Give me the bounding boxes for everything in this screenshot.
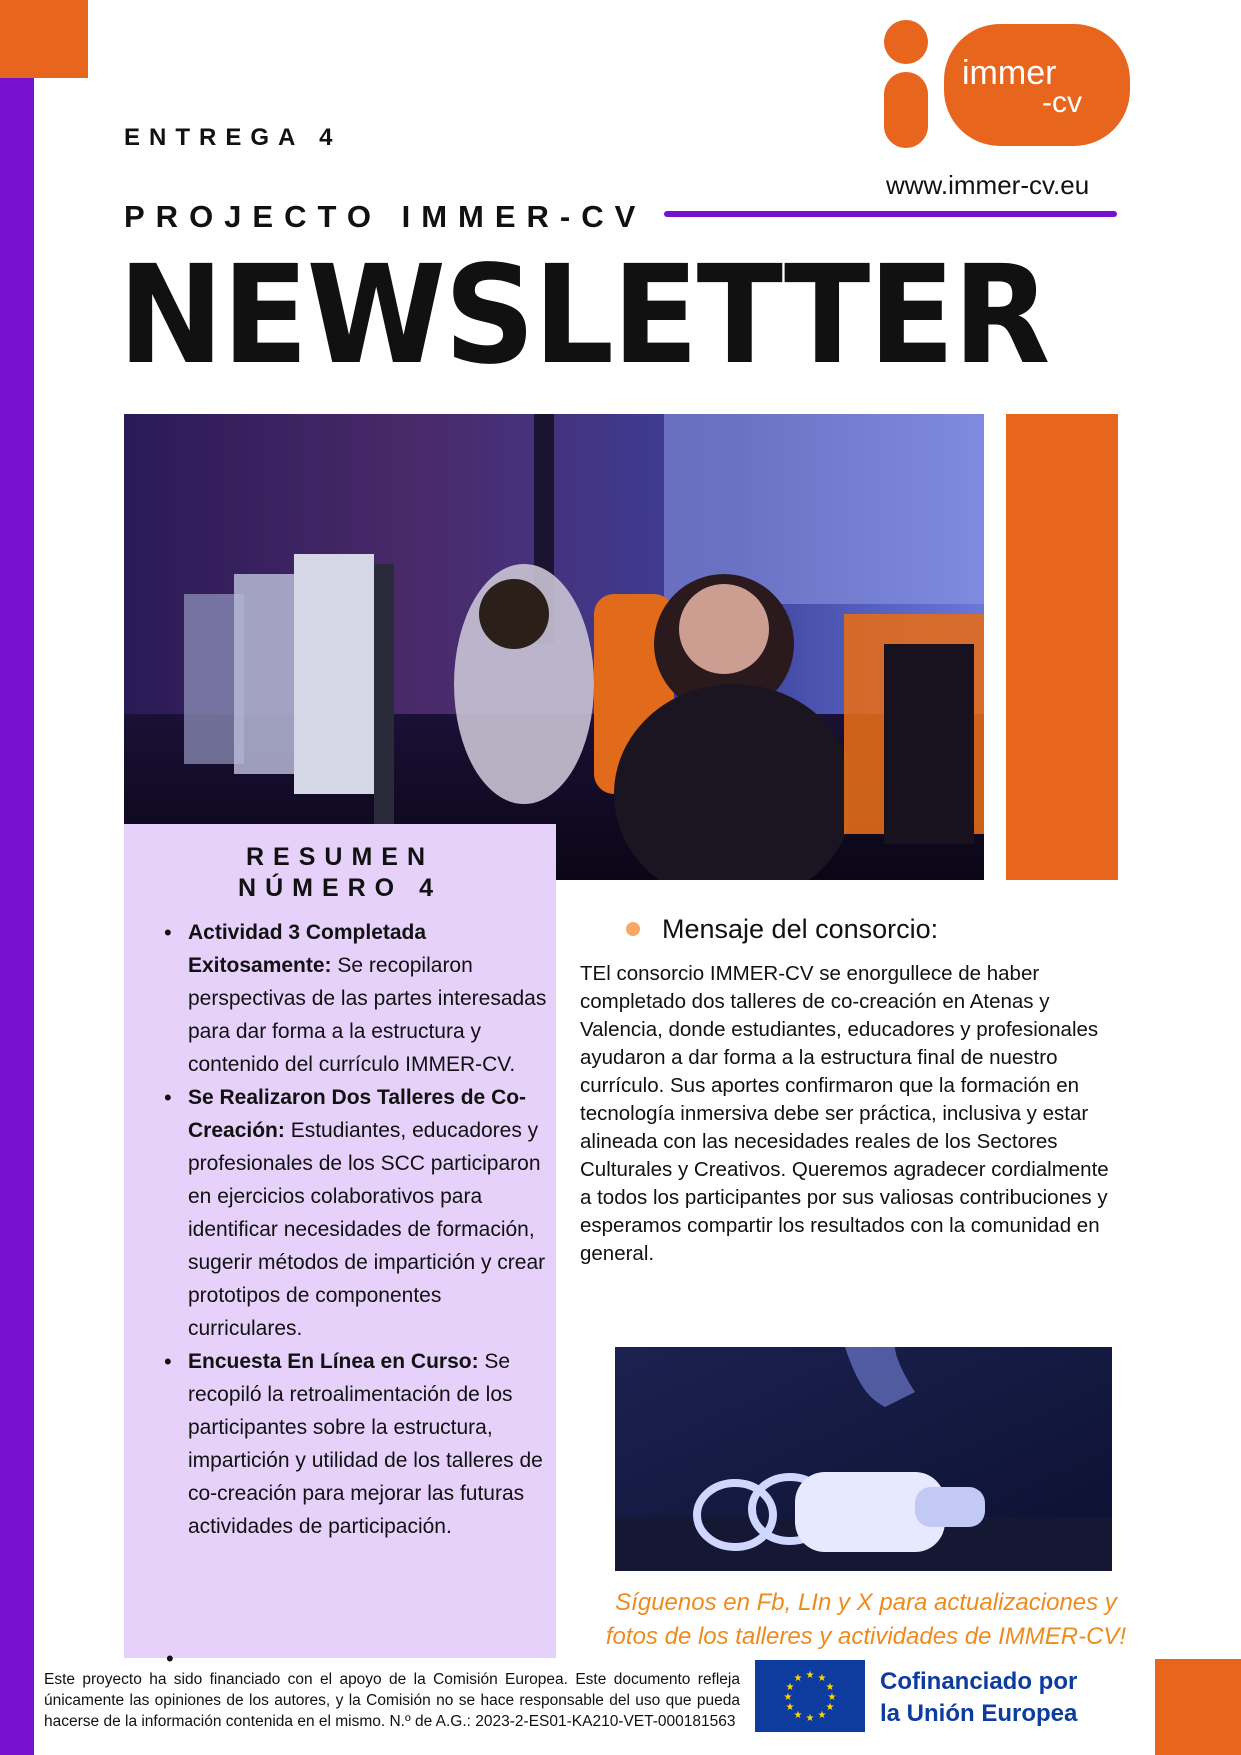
vr-headset-photo — [615, 1347, 1112, 1571]
svg-text:★: ★ — [783, 1692, 793, 1703]
eu-line2: la Unión Europea — [880, 1700, 1078, 1727]
follow-line2: fotos de los talleres y actividades de IMMER-CV! — [605, 1623, 1127, 1650]
summary-item-text: Estudiantes, educadores y profesionales de los SCC participaron en ejercicios colaborativos para identificar necesidades de formación, sugerir métodos de impartición y crear prototipos de componentes curriculares. — [188, 1119, 546, 1340]
follow-us-callout — [586, 1586, 1146, 1654]
summary-item-heading: Actividad 3 Completada Exitosamente: — [188, 921, 427, 977]
message-heading: Mensaje del consorcio: — [662, 914, 939, 944]
corner-accent-top — [0, 0, 88, 78]
summary-item-heading: Encuesta En Línea en Curso: — [188, 1350, 479, 1373]
summary-item — [188, 1345, 550, 1543]
svg-text:★: ★ — [785, 1702, 795, 1713]
page-title: NEWSLETTER — [118, 237, 1049, 395]
summary-item-text: Se recopilaron perspectivas de las partes interesadas para dar forma a la estructura y contenido del currículo IMMER-CV. — [188, 954, 547, 1076]
orange-accent-block — [1006, 414, 1118, 880]
svg-text:★: ★ — [817, 1710, 827, 1721]
summary-item — [188, 1081, 550, 1345]
message-body: TEl consorcio IMMER-CV se enorgullece de haber completado dos talleres de co-creación en Atenas y Valencia, donde estudiantes, educadores y profesionales ayudaron a dar forma a la estructura final de nuestro currículo. Sus aportes confirmaron que la formación en tecnología inmersiva debe ser práctica, inclusiva y estar alineada con las necesidades reales de los Sectores Culturales y Creativos. Queremos agradecer cordialmente a todos los participantes por sus valiosas contribuciones y esperamos compartir los resultados con la comunidad en general. — [580, 962, 1109, 1265]
svg-text:★: ★ — [793, 1710, 803, 1721]
svg-text:★: ★ — [785, 1682, 795, 1693]
summary-title-line1: RESUMEN — [245, 843, 434, 871]
eu-flag-icon — [755, 1660, 865, 1732]
follow-line1: Síguenos en Fb, LIn y X para actualizaciones y — [615, 1589, 1117, 1616]
svg-text:★: ★ — [817, 1673, 827, 1684]
project-label: PROJECTO IMMER-CV — [124, 199, 647, 234]
funding-disclaimer: Este proyecto ha sido financiado con el apoyo de la Comisión Europea. Este documento refleja únicamente las opiniones de los autores, y la Comisión no se hace responsable del uso que pueda hacerse de la información contenida en el mismo. N.º de A.G.: 2023-2-ES01-KA210-VET-000181563 — [44, 1671, 740, 1730]
header-divider — [664, 211, 1117, 217]
left-purple-bar — [0, 78, 34, 1755]
summary-item-text: Se recopiló la retroalimentación de los participantes sobre la estructura, impartición y utilidad de los talleres de co-creación para mejorar las futuras actividades de participación. — [188, 1350, 543, 1538]
bullet-dot-icon — [626, 922, 640, 936]
immer-cv-logo — [884, 20, 1134, 150]
hero-photo — [124, 414, 984, 880]
svg-text:★: ★ — [805, 1670, 815, 1681]
summary-title — [124, 842, 556, 904]
svg-text:★: ★ — [793, 1673, 803, 1684]
eu-cofunding-label — [880, 1666, 1077, 1730]
issue-label: ENTREGA 4 — [124, 124, 342, 151]
logo-text-suffix: -cv — [1042, 86, 1082, 119]
summary-list — [124, 916, 550, 1543]
empty-bullet: • — [166, 1646, 174, 1671]
corner-accent-bottom — [1155, 1659, 1241, 1755]
svg-text:★: ★ — [827, 1692, 837, 1703]
summary-item-heading: Se Realizaron Dos Talleres de Co-Creación: — [188, 1086, 527, 1142]
website-link[interactable]: www.immer-cv.eu — [886, 170, 1090, 200]
logo-stem — [884, 72, 928, 148]
svg-text:★: ★ — [825, 1682, 835, 1693]
svg-text:★: ★ — [805, 1713, 815, 1724]
eu-line1: Cofinanciado por — [880, 1668, 1078, 1695]
logo-dot — [884, 20, 928, 64]
summary-box — [124, 824, 556, 1658]
svg-text:★: ★ — [825, 1702, 835, 1713]
summary-title-line2: NÚMERO 4 — [238, 874, 442, 902]
logo-text: immer — [962, 54, 1057, 92]
summary-item — [188, 916, 550, 1081]
